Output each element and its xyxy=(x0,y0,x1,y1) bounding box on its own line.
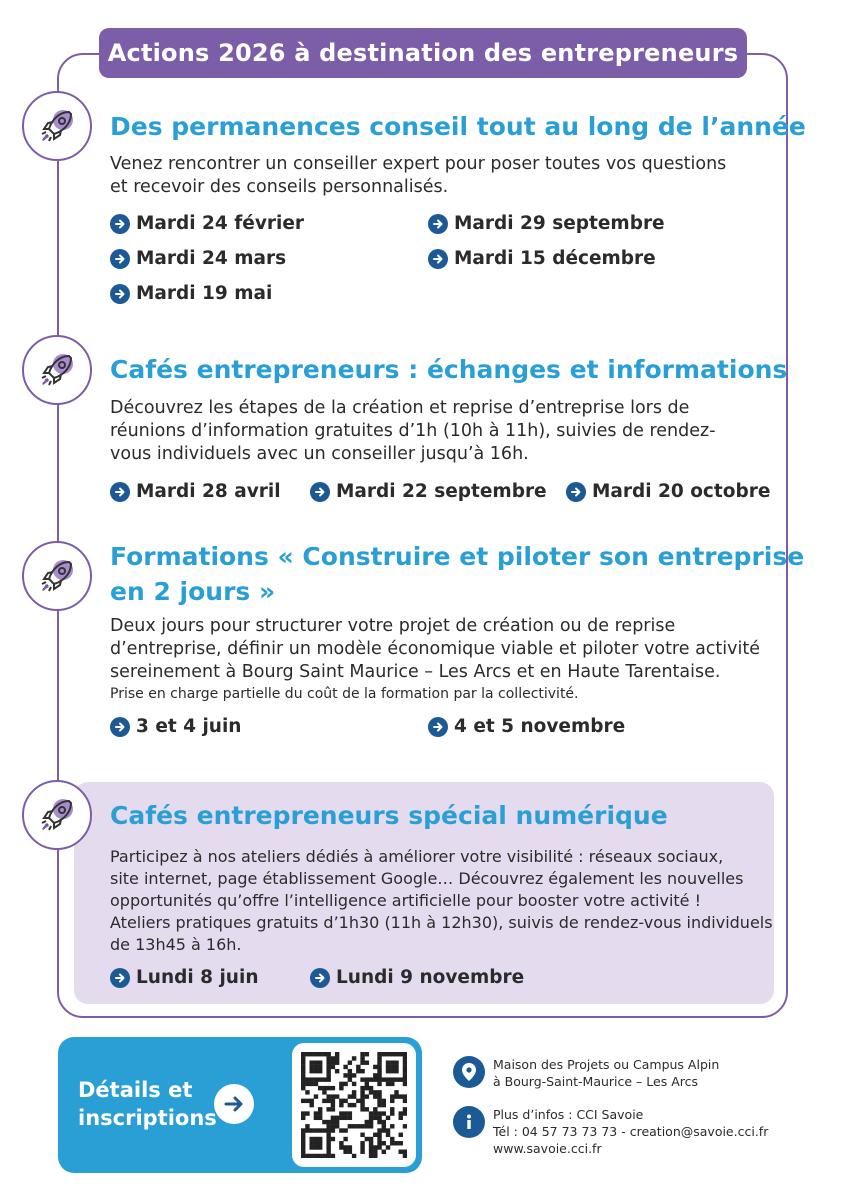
arrow-right-circle-icon xyxy=(428,249,448,269)
date-item: Mardi 28 avril xyxy=(110,481,281,502)
cta-label: Détails et inscriptions xyxy=(78,1078,217,1130)
arrow-right-circle-icon xyxy=(110,968,130,988)
section-body-line: de 13h45 à 16h. xyxy=(110,935,242,954)
date-item: Mardi 19 mai xyxy=(110,283,272,304)
arrow-right-circle-icon xyxy=(310,968,330,988)
location-pin-icon xyxy=(453,1056,485,1088)
arrow-right-circle-icon xyxy=(110,717,130,737)
info-icon xyxy=(453,1106,485,1138)
section-title-cafes: Cafés entrepreneurs : échanges et informations xyxy=(110,355,788,384)
contact-line: Plus d’infos : CCI Savoie xyxy=(493,1107,644,1122)
section-body-line: Découvrez les étapes de la création et reprise d’entreprise lors de xyxy=(110,398,690,418)
section-body-line: vous individuels avec un conseiller jusqu’à 16h. xyxy=(110,444,529,464)
arrow-right-icon[interactable] xyxy=(214,1084,254,1124)
date-item: 4 et 5 novembre xyxy=(428,716,625,737)
date-item: Lundi 8 juin xyxy=(110,967,259,988)
section-body-line: Deux jours pour structurer votre projet de création ou de reprise xyxy=(110,616,676,636)
arrow-right-circle-icon xyxy=(566,482,586,502)
arrow-right-circle-icon xyxy=(110,249,130,269)
section-body-line: site internet, page établissement Google… Découvrez également les nouvelles xyxy=(110,869,744,888)
section-title-formations-line2: en 2 jours » xyxy=(110,577,276,606)
arrow-right-circle-icon xyxy=(110,284,130,304)
rocket-icon xyxy=(22,780,92,850)
contact-email[interactable]: Tél : 04 57 73 73 73 - creation@savoie.cci.fr xyxy=(493,1124,769,1139)
rocket-icon xyxy=(22,541,92,611)
arrow-right-circle-icon xyxy=(428,214,448,234)
website-link[interactable]: www.savoie.cci.fr xyxy=(493,1141,602,1156)
page-title: Actions 2026 à destination des entrepreneurs xyxy=(99,28,747,78)
section-body-line: sereinement à Bourg Saint Maurice – Les Arcs et en Haute Tarentaise. xyxy=(110,662,721,682)
date-item: Mardi 24 mars xyxy=(110,248,286,269)
arrow-right-circle-icon xyxy=(110,482,130,502)
rocket-icon xyxy=(22,335,92,405)
qr-code[interactable] xyxy=(292,1043,416,1167)
arrow-right-circle-icon xyxy=(310,482,330,502)
date-item: Lundi 9 novembre xyxy=(310,967,524,988)
date-item: Mardi 20 octobre xyxy=(566,481,770,502)
arrow-right-circle-icon xyxy=(428,717,448,737)
arrow-right-circle-icon xyxy=(110,214,130,234)
date-item: Mardi 29 septembre xyxy=(428,213,665,234)
section-body-line: d’entreprise, définir un modèle économique viable et piloter votre activité xyxy=(110,639,760,659)
date-item: Mardi 22 septembre xyxy=(310,481,547,502)
section-title-formations: Formations « Construire et piloter son entreprise xyxy=(110,542,805,571)
date-item: Mardi 24 février xyxy=(110,213,304,234)
section-body-line: opportunités qu’offre l’intelligence artificielle pour booster votre activité ! xyxy=(110,891,702,910)
address-line: à Bourg-Saint-Maurice – Les Arcs xyxy=(493,1074,699,1089)
section-title-numerique: Cafés entrepreneurs spécial numérique xyxy=(110,801,668,830)
section-body-line: Participez à nos ateliers dédiés à améliorer votre visibilité : réseaux sociaux, xyxy=(110,847,724,866)
section-body-line: réunions d’information gratuites d’1h (10h à 11h), suivies de rendez- xyxy=(110,421,716,441)
section-title-permanences: Des permanences conseil tout au long de l’année xyxy=(110,112,806,141)
address-line: Maison des Projets ou Campus Alpin xyxy=(493,1057,720,1072)
date-item: Mardi 15 décembre xyxy=(428,248,656,269)
section-note: Prise en charge partielle du coût de la formation par la collectivité. xyxy=(110,686,579,702)
section-body-line: Venez rencontrer un conseiller expert pour poser toutes vos questions xyxy=(110,154,727,174)
rocket-icon xyxy=(22,91,92,161)
section-body-line: Ateliers pratiques gratuits d’1h30 (11h à 12h30), suivis de rendez-vous individuels xyxy=(110,913,773,932)
section-body-line: et recevoir des conseils personnalisés. xyxy=(110,177,449,197)
date-item: 3 et 4 juin xyxy=(110,716,241,737)
